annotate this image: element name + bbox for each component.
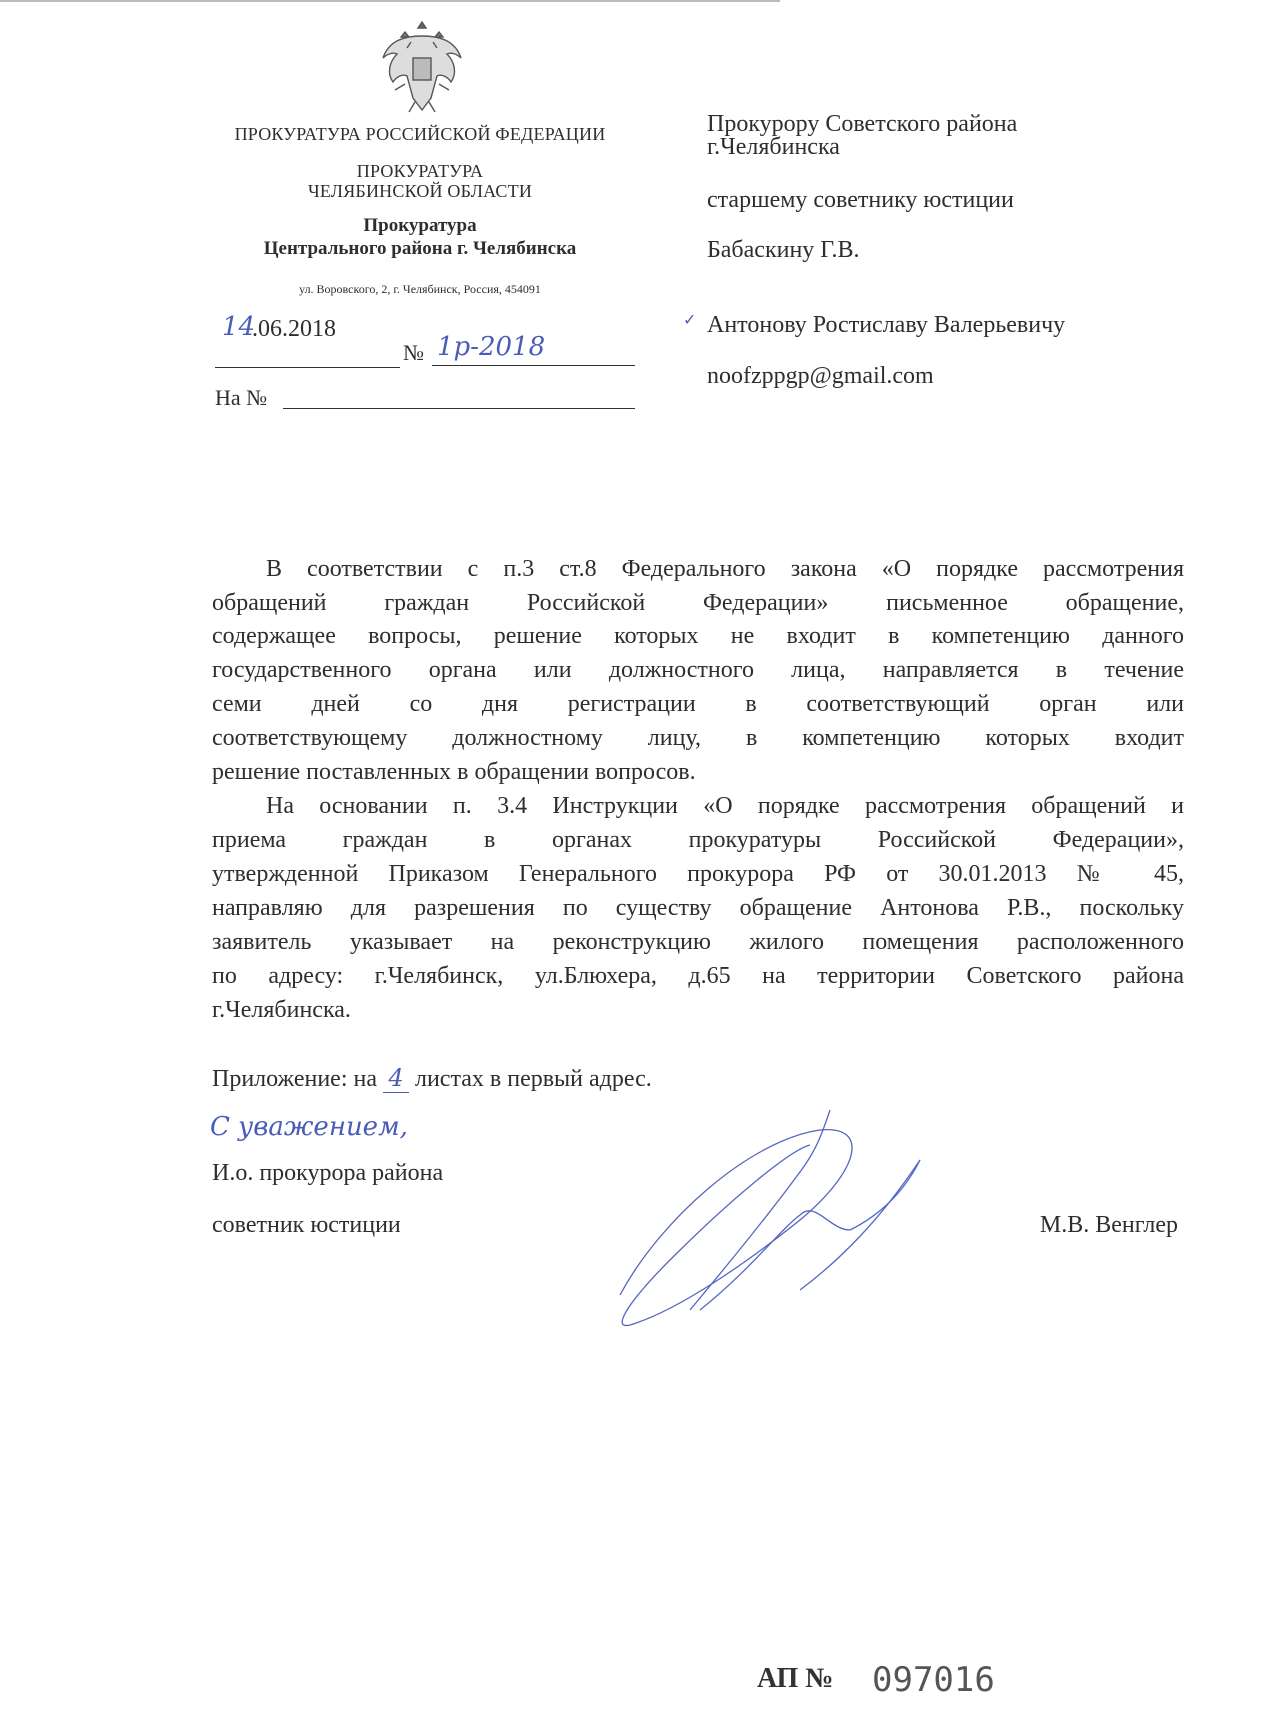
- org-region-line2: ЧЕЛЯБИНСКОЙ ОБЛАСТИ: [307, 181, 533, 201]
- signer-position: И.о. прокурора района: [212, 1160, 444, 1186]
- text-line: В соответствии с п.3 ст.8 Федерального закона «О порядке рассмотрения: [266, 556, 1184, 582]
- date-rest: .06.2018: [252, 316, 336, 342]
- handwritten-signature: [600, 1100, 970, 1340]
- text-line: направляю для разрешения по существу обращение Антонова Р.В., поскольку: [212, 895, 1184, 921]
- text-line: заявитель указывает на реконструкцию жилого помещения расположенного: [212, 929, 1184, 955]
- text-line: г.Челябинска.: [212, 997, 351, 1023]
- text-line: государственного органа или должностного лица, направляется в течение: [212, 657, 1184, 683]
- signer-name: М.В. Венглер: [1039, 1212, 1178, 1238]
- text-line: приема граждан в органах прокуратуры Российской Федерации»,: [212, 827, 1184, 853]
- org-district-line1: Прокуратура: [363, 215, 477, 236]
- number-label: №: [403, 340, 424, 365]
- attachment-count-handwritten: 4: [383, 1064, 409, 1093]
- checkmark-icon: ✓: [683, 310, 697, 329]
- org-address: ул. Воровского, 2, г. Челябинск, Россия, 454091: [299, 282, 541, 296]
- series-label: АП №: [757, 1663, 834, 1694]
- attachment-prefix: Приложение: на: [212, 1066, 377, 1092]
- text-line: содержащее вопросы, решение которых не входит в компетенцию данного: [212, 623, 1184, 649]
- date-day-handwritten: 14: [222, 312, 256, 342]
- number-underline: [432, 365, 635, 366]
- reply-label: На №: [215, 385, 268, 410]
- org-federal: ПРОКУРАТУРА РОССИЙСКОЙ ФЕДЕРАЦИИ: [234, 124, 606, 144]
- text-line: соответствующему должностному лицу, в компетенцию которых входит: [212, 725, 1184, 751]
- attachment-suffix: листах в первый адрес.: [414, 1066, 652, 1092]
- date-underline: [215, 367, 400, 368]
- signer-rank: советник юстиции: [212, 1212, 401, 1238]
- serial-number: 097016: [872, 1660, 995, 1700]
- number-handwritten: 1р-2018: [437, 332, 546, 362]
- recipient-email[interactable]: noofzppgp@gmail.com: [707, 363, 934, 389]
- text-line: семи дней со дня регистрации в соответствующий орган или: [212, 691, 1184, 717]
- org-district-line2: Центрального района г. Челябинска: [263, 238, 577, 259]
- recipient-line1: Прокурору Советского района: [707, 111, 1018, 137]
- recipient-name: Бабаскину Г.В.: [707, 237, 860, 263]
- scan-edge-line: [0, 0, 780, 2]
- attachment-line: [212, 1064, 652, 1093]
- coat-of-arms-emblem: [375, 18, 470, 118]
- org-region-line1: ПРОКУРАТУРА: [356, 161, 484, 181]
- recipient-line2: г.Челябинска: [707, 134, 840, 160]
- reply-underline: [283, 408, 635, 409]
- copy-recipient-name[interactable]: Антонову Ростиславу Валерьевичу: [707, 312, 1066, 338]
- recipient-rank: старшему советнику юстиции: [707, 187, 1014, 213]
- text-line: утвержденной Приказом Генерального прокурора РФ от 30.01.2013 № 45,: [212, 861, 1184, 887]
- text-line: На основании п. 3.4 Инструкции «О порядке рассмотрения обращений и: [266, 793, 1184, 819]
- text-line: решение поставленных в обращении вопросов.: [212, 759, 696, 785]
- closing-handwritten: С уважением,: [210, 1112, 408, 1142]
- text-line: по адресу: г.Челябинск, ул.Блюхера, д.65 на территории Советского района: [212, 963, 1184, 989]
- text-line: обращений граждан Российской Федерации» письменное обращение,: [212, 590, 1184, 616]
